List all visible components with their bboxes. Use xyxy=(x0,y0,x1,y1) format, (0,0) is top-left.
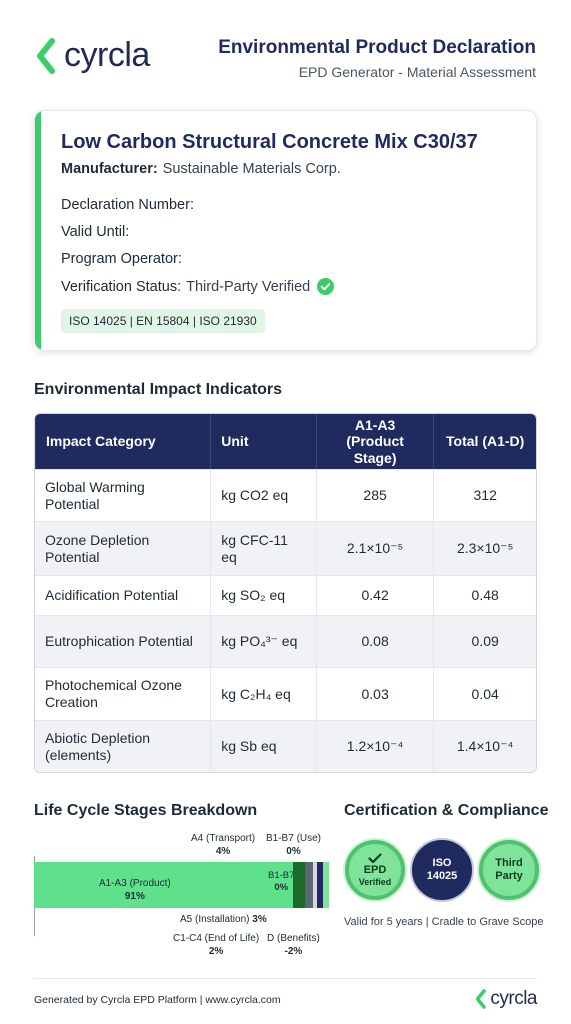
epd-verified-badge: EPD Verified xyxy=(345,840,405,900)
row-total: 312 xyxy=(433,470,536,521)
stage-segment-2 xyxy=(305,862,314,908)
page-subtitle: EPD Generator - Material Assessment xyxy=(298,64,536,80)
certification-section-title: Certification & Compliance xyxy=(344,802,549,819)
row-total: 2.3×10⁻⁵ xyxy=(433,522,536,575)
footer-divider xyxy=(34,978,537,979)
declaration-number-label: Declaration Number: xyxy=(61,197,194,213)
stage-label-benefits: D (Benefits) -2% xyxy=(267,933,320,957)
row-total: 0.04 xyxy=(433,668,536,720)
row-a1a3: 0.42 xyxy=(316,576,434,615)
manufacturer-label: Manufacturer: xyxy=(61,161,158,177)
product-card xyxy=(34,110,537,351)
row-unit: kg C₂H₄ eq xyxy=(210,668,316,720)
stage-label-end-of-life: C1-C4 (End of Life) 2% xyxy=(173,933,260,957)
table-row xyxy=(35,615,536,667)
verification-value: Third-Party Verified xyxy=(186,278,311,295)
row-unit: kg CFC-11 eq xyxy=(210,522,316,575)
row-unit: kg PO₄³⁻ eq xyxy=(210,616,316,667)
row-category: Photochemical Ozone Creation xyxy=(45,677,182,710)
stage-label-installation: A5 (Installation) 3% xyxy=(180,914,267,925)
table-row xyxy=(35,720,536,772)
stage-label-transport: A4 (Transport) 4% xyxy=(191,833,256,857)
header-total: Total (A1-D) xyxy=(433,414,536,469)
table-row xyxy=(35,667,536,720)
row-category: Ozone Depletion Potential xyxy=(45,531,150,565)
verification-label: Verification Status: xyxy=(61,278,182,295)
table-header-row xyxy=(35,414,536,469)
chevron-logo-icon xyxy=(36,38,58,74)
footer-text[interactable]: Generated by Cyrcla EPD Platform | www.cyrcla.com xyxy=(34,994,281,1006)
check-icon xyxy=(368,853,382,864)
impact-section-title: Environmental Impact Indicators xyxy=(34,381,283,398)
header-unit: Unit xyxy=(210,414,316,469)
row-category: Eutrophication Potential xyxy=(45,633,193,650)
cyrcla-logo[interactable] xyxy=(36,36,150,75)
product-name: Low Carbon Structural Concrete Mix C30/37 xyxy=(61,131,478,153)
row-a1a3: 0.08 xyxy=(316,616,434,667)
third-party-badge: Third Party xyxy=(479,840,539,900)
row-category: Acidification Potential xyxy=(45,587,179,604)
row-a1a3: 1.2×10⁻⁴ xyxy=(316,721,434,772)
card-accent-bar xyxy=(35,111,41,350)
row-unit: kg SO₂ eq xyxy=(210,576,316,615)
logo-text: cyrcla xyxy=(64,36,150,74)
stage-label-product: A1-A3 (Product) 91% xyxy=(99,878,171,902)
row-unit: kg CO2 eq xyxy=(210,470,316,521)
footer-logo[interactable]: cyrcla xyxy=(475,988,537,1010)
row-unit: kg Sb eq xyxy=(210,721,316,772)
table-row xyxy=(35,521,536,575)
valid-until-line xyxy=(61,224,129,240)
lifecycle-section-title: Life Cycle Stages Breakdown xyxy=(34,802,258,819)
header xyxy=(0,0,571,100)
impact-table xyxy=(34,413,537,773)
manufacturer-value: Sustainable Materials Corp. xyxy=(162,161,341,177)
header-a1a3: A1-A3 (Product Stage) xyxy=(316,414,434,469)
declaration-number-line xyxy=(61,197,194,213)
manufacturer-line xyxy=(61,161,341,177)
stage-segment-1 xyxy=(293,862,304,908)
program-operator-line xyxy=(61,251,182,267)
program-operator-label: Program Operator: xyxy=(61,251,182,267)
row-category: Abiotic Depletion (elements) xyxy=(45,729,151,763)
row-total: 0.48 xyxy=(433,576,536,615)
table-row xyxy=(35,469,536,521)
stage-label-use-inline: B1-B7 0% xyxy=(268,870,295,893)
row-a1a3: 285 xyxy=(316,470,434,521)
row-a1a3: 0.03 xyxy=(316,668,434,720)
row-a1a3: 2.1×10⁻⁵ xyxy=(316,522,434,575)
valid-until-label: Valid Until: xyxy=(61,224,130,240)
verification-line xyxy=(61,278,334,295)
header-impact-category: Impact Category xyxy=(35,414,210,469)
lifecycle-chart xyxy=(34,828,329,958)
row-category: Global Warming Potential xyxy=(45,478,145,512)
stage-segment-5 xyxy=(323,862,329,908)
certification-note: Valid for 5 years | Cradle to Grave Scope xyxy=(344,916,544,928)
page-title: Environmental Product Declaration xyxy=(218,37,536,58)
check-circle-icon xyxy=(317,278,334,295)
standards-tag: ISO 14025 | EN 15804 | ISO 21930 xyxy=(61,309,265,333)
table-row xyxy=(35,575,536,615)
row-total: 1.4×10⁻⁴ xyxy=(433,721,536,772)
chevron-logo-icon xyxy=(475,989,487,1009)
stage-label-use: B1-B7 (Use) 0% xyxy=(266,833,322,857)
row-total: 0.09 xyxy=(433,616,536,667)
iso-14025-badge: ISO 14025 xyxy=(412,840,472,900)
